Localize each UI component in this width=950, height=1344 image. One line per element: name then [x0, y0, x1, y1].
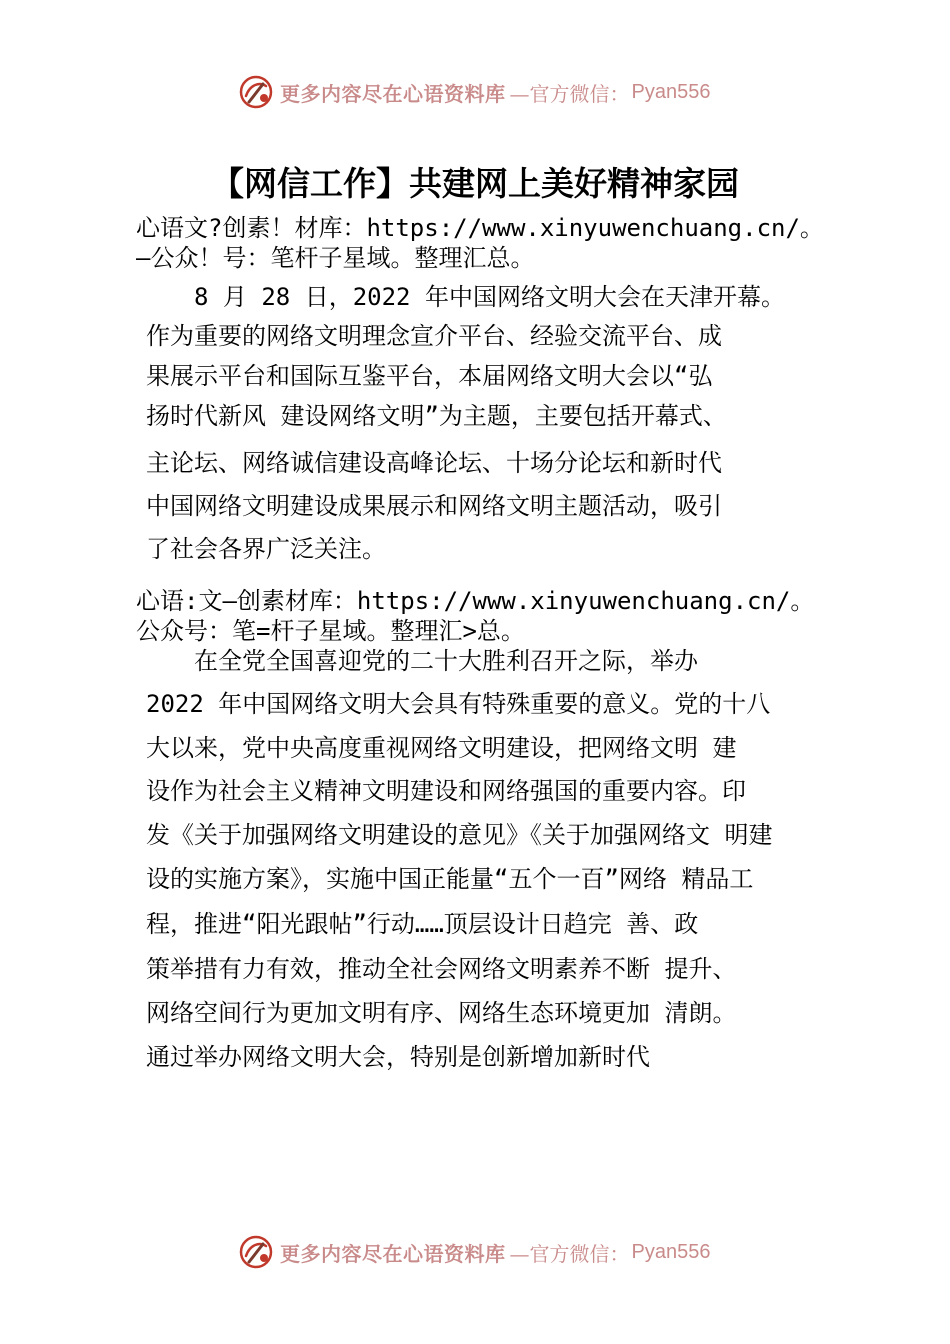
- source-note-line: 心语文?创素！材库：https://www.xinyuwenchuang.cn/。: [136, 214, 824, 242]
- header-banner: [238, 72, 710, 112]
- paragraph-line: 设作为社会主义精神文明建设和网络强国的重要内容。印: [146, 777, 746, 805]
- source-note-line: —公众！号：笔杆子星域。整理汇总。: [136, 244, 535, 272]
- footer-banner: [238, 1232, 710, 1272]
- paragraph-line: 大以来，党中央高度重视网络文明建设，把网络文明 建: [146, 734, 737, 762]
- brand-logo-icon: [238, 74, 274, 110]
- footer-wechat-id: Pyan556: [631, 1240, 711, 1263]
- paragraph-line: 作为重要的网络文明理念宣介平台、经验交流平台、成: [146, 322, 722, 350]
- footer-contact-label: —官方微信：: [509, 1241, 630, 1266]
- paragraph-line: 设的实施方案》，实施中国正能量“五个一百”网络 精品工: [146, 865, 754, 893]
- paragraph-line: 2022 年中国网络文明大会具有特殊重要的意义。党的十八: [146, 690, 771, 718]
- paragraph-line: 在全党全国喜迎党的二十大胜利召开之际，举办: [146, 647, 698, 675]
- brand-logo-icon: [238, 1234, 274, 1270]
- header-wechat-id: Pyan556: [631, 80, 711, 103]
- paragraph-line: 策举措有力有效，推动全社会网络文明素养不断 提升、: [146, 955, 737, 983]
- paragraph-line: 网络空间行为更加文明有序、网络生态环境更加 清朗。: [146, 999, 737, 1027]
- paragraph-line: 了社会各界广泛关注。: [146, 535, 386, 563]
- paragraph-line: 程，推进“阳光跟帖”行动……顶层设计日趋完 善、政: [146, 910, 699, 938]
- paragraph-line: 主论坛、网络诚信建设高峰论坛、十场分论坛和新时代: [146, 449, 722, 477]
- source-note-line: 心语:文—创素材库：https://www.xinyuwenchuang.cn/。: [136, 587, 815, 615]
- document-title: 【网信工作】共建网上美好精神家园: [211, 164, 739, 203]
- paragraph-line: 果展示平台和国际互鉴平台，本届网络文明大会以“弘: [146, 362, 713, 390]
- source-note-line: 公众号：笔=杆子星域。整理汇>总。: [136, 617, 525, 645]
- footer-slogan: 更多内容尽在心语资料库: [280, 1241, 506, 1266]
- header-contact-label: —官方微信：: [509, 81, 630, 106]
- paragraph-line: 通过举办网络文明大会，特别是创新增加新时代: [146, 1043, 650, 1071]
- paragraph-line: 8 月 28 日，2022 年中国网络文明大会在天津开幕。: [146, 283, 785, 311]
- paragraph-line: 中国网络文明建设成果展示和网络文明主题活动，吸引: [146, 492, 722, 520]
- paragraph-line: 扬时代新风 建设网络文明”为主题，主要包括开幕式、: [146, 402, 727, 430]
- header-slogan: 更多内容尽在心语资料库: [280, 81, 506, 106]
- paragraph-line: 发《关于加强网络文明建设的意见》《关于加强网络文 明建: [146, 821, 773, 849]
